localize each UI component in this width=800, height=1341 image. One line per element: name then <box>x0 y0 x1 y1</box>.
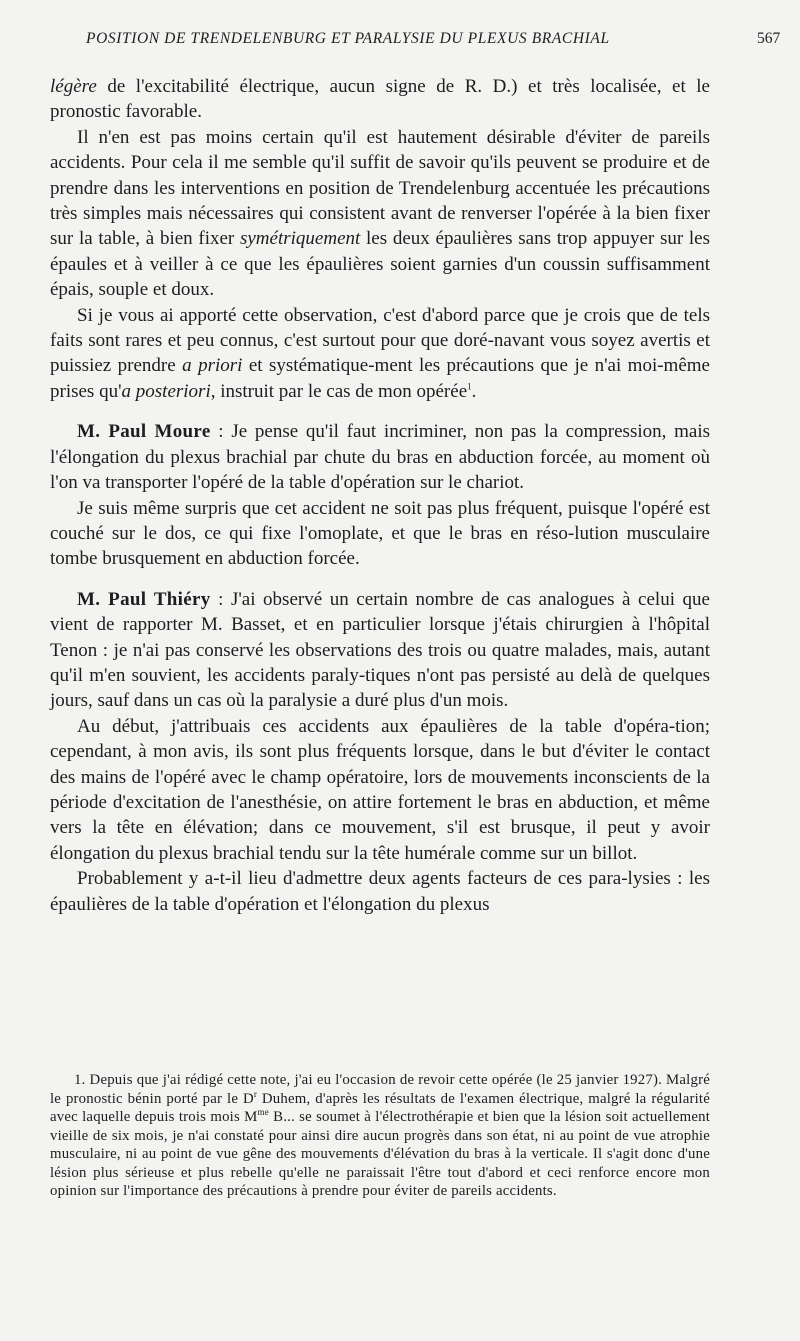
paragraph-text: de l'excitabilité électrique, aucun signe de R. D.) et très localisée, et le pronostic favorable. <box>50 76 710 123</box>
running-head: POSITION DE TRENDELENBURG ET PARALYSIE DU PLEXUS BRACHIAL <box>86 30 610 47</box>
paragraph-text: Probablement y a-t-il lieu d'admettre deux agents facteurs de ces para-lysies : les épaulières de la table d'opération et l'élongation du plexus <box>50 868 710 915</box>
superscript: me <box>257 1107 269 1118</box>
paragraph-text: Au début, j'attribuais ces accidents aux épaulières de la table d'opéra-tion; cependant, à mon avis, ils sont plus fréquents lorsque, dans le but d'éviter le contact des mains de l'opéré avec le champ opératoire, lors de mouvements inconscients de la période d'excitation de l'anesthésie, on attire fortement le bras en abduction, et même vers la tête en élévation; dans ce mouvement, s'il est brusque, il peut y avoir élongation du plexus brachial tendu sur la tête humérale comme sur un billot. <box>50 715 710 864</box>
footnote-1 <box>50 1071 710 1201</box>
paragraph-text: . <box>471 380 477 402</box>
italic-emphasis: symétriquement <box>239 228 361 250</box>
page-number: 567 <box>757 30 781 47</box>
paragraph-text: , instruit par le cas de mon opérée <box>210 380 468 402</box>
paragraph-text: Je suis même surpris que cet accident ne soit pas plus fréquent, puisque l'opéré est couché sur le dos, ce qui fixe l'omoplate, et que le bras en réso-lution musculaire tombe brusquement en abduction forcée. <box>50 497 710 570</box>
paragraph-text: Il n'en est pas moins certain qu'il est hautement désirable d'éviter de pareils accidents. Pour cela il me semble qu'il suffit de savoir qu'ils peuvent se produire et de prendre dans les interventions en position de Trendelenburg accentuée les précautions très simples mais nécessaires qui consistent avant de renverser l'opérée à la bien fixer sur la table, à bien fixer <box>50 126 710 250</box>
paragraph-thiery <box>50 587 710 714</box>
paragraph-3 <box>50 303 710 405</box>
paragraph-text: : J'ai observé un certain nombre de cas analogues à celui que vient de rapporter M. Basset, et en particulier lorsque j'étais chirurgien à l'hôpital Tenon : je n'ai pas conservé les observations des trois ou quatre malades, mais, autant qu'il m'en souvient, les accidents paraly-tiques n'ont pas persisté au delà de quelques jours, sauf dans un cas où la paralysie a duré plus d'un mois. <box>50 588 710 712</box>
paragraph-moure <box>50 419 710 495</box>
paragraph-5 <box>50 496 710 572</box>
italic-emphasis: a priori <box>182 355 243 377</box>
footnote-text: Duhem, d'après les résultats de l'examen électrique, malgré la régularité avec laquelle depuis trois mois M <box>50 1090 711 1125</box>
speaker-name: M. Paul Thiéry <box>77 588 211 610</box>
footnote-text: 1. Depuis que j'ai rédigé cette note, j'ai eu l'occasion de revoir cette opérée (le 25 janvier 1927). Malgré le pronostic bénin porté par le D <box>50 1072 710 1107</box>
paragraph-7 <box>50 714 710 866</box>
paragraph-8 <box>50 866 710 917</box>
footnote-reference: 1 <box>467 381 472 392</box>
italic-emphasis: légère <box>50 76 97 97</box>
footnote-text: B... se soumet à l'électrothérapie et bien que la lésion soit actuellement vieille de six mois, je n'ai constaté pour ainsi dire aucun progrès dans son état, ni au point de vue atrophie musculaire, ni au point de vue gêne des mouvements d'élévation du bras à la verticale. Il s'agit donc d'une lésion plus sérieuse et plus rebelle qu'elle ne paraissait l'être tout d'abord et ceci renforce encore mon opinion sur l'importance des précautions à prendre pour éviter de pareils accidents. <box>50 1109 711 1199</box>
body-text <box>50 74 710 917</box>
page-header <box>0 0 800 60</box>
paragraph-text: : Je pense qu'il faut incriminer, non pas la compression, mais l'élongation du plexus brachial par chute du bras en abduction forcée, au moment où l'on va transporter l'opéré de la table d'opération sur le chariot. <box>50 421 710 494</box>
speaker-name: M. Paul Moure <box>77 421 211 443</box>
paragraph-1 <box>50 74 710 125</box>
paragraph-text: les deux épaulières sans trop appuyer sur les épaules et à veiller à ce que les épaulières soient garnies d'un coussin suffisamment épais, souple et doux. <box>50 228 710 301</box>
italic-emphasis: a posteriori <box>121 380 211 402</box>
paragraph-text: et systématique-ment les précautions que je n'ai moi-même prises qu' <box>50 355 710 402</box>
footnote-section <box>50 1071 710 1201</box>
paragraph-text: Si je vous ai apporté cette observation, c'est d'abord parce que je crois que de tels faits sont rares et peu connus, c'est surtout pour que doré-navant vous soyez avertis et puissiez prendre <box>50 304 710 377</box>
paragraph-2 <box>50 125 710 303</box>
superscript: r <box>253 1088 258 1099</box>
